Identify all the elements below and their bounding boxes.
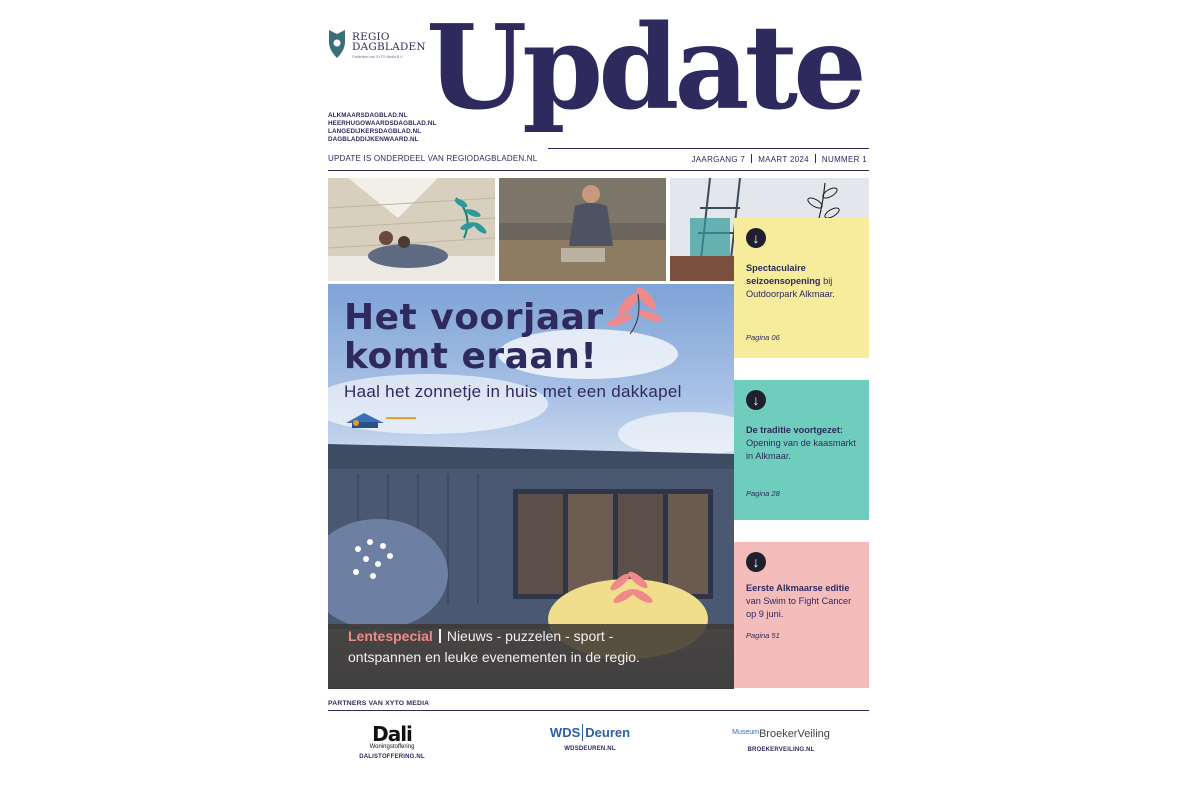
divider xyxy=(328,710,869,711)
partner-url[interactable]: DALISTOFFERING.NL xyxy=(359,754,425,760)
special-text-1: Nieuws - puzzelen - sport - xyxy=(446,628,614,644)
cover-headline: Het voorjaar komt eraan! xyxy=(344,297,604,377)
cover-subhead: Haal het zonnetje in huis met een dakkapel xyxy=(344,382,682,401)
page-reference: Pagina 06 xyxy=(746,333,780,342)
issue-date: MAART 2024 xyxy=(758,155,809,164)
arrow-down-icon: ↓ xyxy=(746,390,766,410)
partner-broekerveiling[interactable] xyxy=(726,724,836,753)
special-label: Lentespecial xyxy=(348,628,433,644)
wds-logo: WDS Deuren xyxy=(549,725,631,740)
brand-tagline: Onderdeel van XYTO Media B.V. xyxy=(352,55,404,59)
dali-logo-sub: Woningstoffering xyxy=(369,744,415,750)
issue-number: NUMMER 1 xyxy=(821,155,867,164)
arrow-down-icon: ↓ xyxy=(746,228,766,248)
masthead-meta xyxy=(328,154,869,166)
arrow-down-icon: ↓ xyxy=(746,552,766,572)
teaser-card[interactable] xyxy=(734,380,869,520)
site-list xyxy=(328,112,436,144)
page-reference: Pagina 51 xyxy=(746,631,780,640)
partner-url[interactable]: WDSDEUREN.NL xyxy=(564,746,616,752)
house-icon xyxy=(344,411,386,429)
broekerveiling-logo: $^{Museum}$BroekerVeiling xyxy=(732,728,830,740)
advertiser-logo xyxy=(344,411,448,429)
photo-craftsman xyxy=(499,178,666,281)
teaser-text: De traditie voortgezet: Opening van de kaasmarkt in Alkmaar. xyxy=(746,425,856,461)
divider xyxy=(328,170,869,171)
brand-name: REGIO DAGBLADEN xyxy=(352,31,426,53)
dali-logo: Dali xyxy=(372,722,412,746)
volume: JAARGANG 7 xyxy=(691,155,746,164)
magazine-cover xyxy=(328,0,869,774)
site-link[interactable]: LANGEDIJKERSDAGBLAD.NL xyxy=(328,128,422,135)
teaser-card[interactable] xyxy=(734,218,869,358)
photo-family-attic xyxy=(328,178,495,281)
partner-url[interactable]: BROEKERVEILING.NL xyxy=(747,747,815,753)
partners-label: PARTNERS VAN XYTO MEDIA xyxy=(328,700,430,707)
lentespecial-banner xyxy=(348,626,728,668)
partner-wds[interactable] xyxy=(545,724,635,752)
regiodagbladen-logo[interactable] xyxy=(328,28,438,64)
special-text-2: ontspannen en leuke evenementen in de regio. xyxy=(348,649,640,665)
divider xyxy=(548,148,869,149)
teaser-text: Eerste Alkmaarse editie van Swim to Fight Cancer op 9 juni. xyxy=(746,583,852,619)
site-link[interactable]: ALKMAARSDAGBLAD.NL xyxy=(328,112,408,119)
teaser-card[interactable] xyxy=(734,542,869,688)
site-link[interactable]: HEERHUGOWAARDSDAGBLAD.NL xyxy=(328,120,437,127)
location-pin-icon xyxy=(328,28,346,60)
site-link[interactable]: DAGBLADDIJKENWAARD.NL xyxy=(328,136,419,143)
advertiser-logo-graphic: ▬▬▬▬▬ xyxy=(386,415,416,421)
partner-dali[interactable] xyxy=(352,724,432,760)
masthead-title: Update xyxy=(426,0,862,136)
teaser-text: Spectaculaire seizoensopening bij Outdoorpark Alkmaar. xyxy=(746,263,835,299)
part-of-text: UPDATE IS ONDERDEEL VAN REGIODAGBLADEN.NL xyxy=(328,154,538,163)
issue-info xyxy=(690,154,870,164)
page-reference: Pagina 28 xyxy=(746,489,780,498)
